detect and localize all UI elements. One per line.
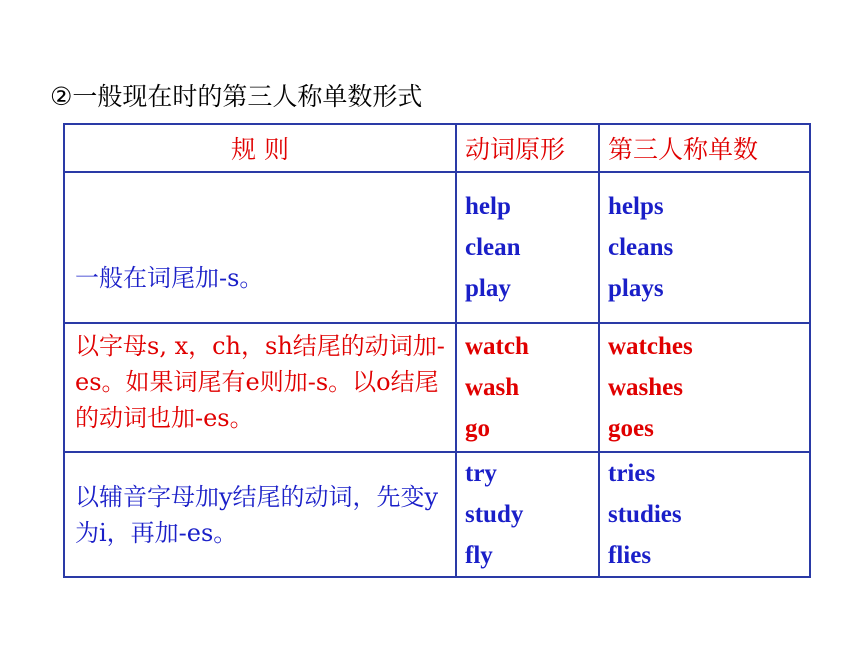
verb-rules-table <box>63 123 811 578</box>
third-word: watches <box>608 333 693 360</box>
table-header-row <box>64 124 810 172</box>
rule-text: 以辅音字母加y结尾的动词，先变y为i，再加-es。 <box>75 482 439 547</box>
third-word: flies <box>608 542 652 569</box>
rule-cell <box>64 172 456 323</box>
base-form-cell <box>456 323 599 452</box>
table-row <box>64 452 810 577</box>
third-person-cell <box>599 452 810 577</box>
rule-text: 以字母s, x，ch，sh结尾的动词加-es。如果词尾有e则加-s。以o结尾的动词也加-es。 <box>75 332 445 432</box>
base-word: clean <box>465 234 521 261</box>
base-word: fly <box>465 542 493 569</box>
third-word: plays <box>608 275 664 302</box>
third-person-list <box>600 186 809 309</box>
base-word: try <box>465 460 497 487</box>
header-base-form: 动词原形 <box>456 124 599 172</box>
third-person-list <box>600 453 809 576</box>
third-person-cell <box>599 323 810 452</box>
base-word: wash <box>465 374 520 401</box>
third-word: tries <box>608 460 656 487</box>
base-word: watch <box>465 333 529 360</box>
third-person-list <box>600 326 809 449</box>
header-rule: 规 则 <box>64 124 456 172</box>
base-word: play <box>465 275 511 302</box>
table-row <box>64 172 810 323</box>
base-word: help <box>465 193 511 220</box>
base-form-cell <box>456 452 599 577</box>
third-word: goes <box>608 415 654 442</box>
slide-title: ②一般现在时的第三人称单数形式 <box>50 82 423 111</box>
base-word: study <box>465 501 524 528</box>
header-third-person: 第三人称单数 <box>599 124 810 172</box>
third-person-cell <box>599 172 810 323</box>
base-form-cell <box>456 172 599 323</box>
rule-cell <box>64 323 456 452</box>
third-word: helps <box>608 193 664 220</box>
third-word: studies <box>608 501 682 528</box>
third-word: cleans <box>608 234 674 261</box>
rule-cell <box>64 452 456 577</box>
base-form-list <box>457 453 598 576</box>
third-word: washes <box>608 374 684 401</box>
table-row <box>64 323 810 452</box>
base-word: go <box>465 415 490 442</box>
base-form-list <box>457 326 598 449</box>
rule-text: 一般在词尾加-s。 <box>75 264 264 292</box>
base-form-list <box>457 186 598 309</box>
